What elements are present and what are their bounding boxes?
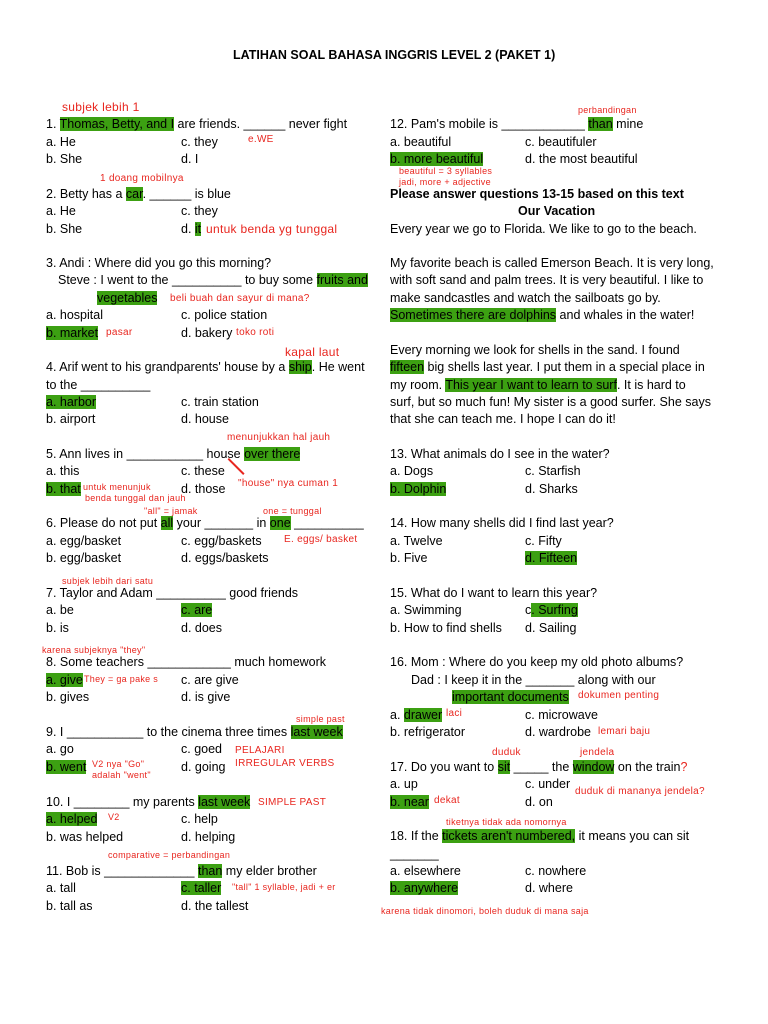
option-d: d. Sailing — [525, 621, 577, 635]
passage-line: fifteen big shells last year. I put them in a special place in — [390, 360, 705, 374]
option-a: a. He — [46, 135, 76, 149]
option-a: a. He — [46, 204, 76, 218]
passage-line: my room. This year I want to learn to surf. It is hard to — [390, 378, 686, 392]
annotation: "all" = jamak — [144, 506, 198, 516]
question-4: 4. Arif went to his grandparents' house by a ship. He went — [46, 360, 365, 374]
option-a: a. drawer — [390, 708, 443, 722]
option-c: c. Starfish — [525, 464, 581, 478]
option-d: d. bakery — [181, 326, 233, 340]
annotation: e.WE — [248, 134, 274, 145]
option-d: d. Fifteen — [525, 551, 578, 565]
question-18-line-2: _______ — [390, 847, 439, 861]
option-c: c. Surfing — [525, 603, 578, 617]
question-16: 16. Mom : Where do you keep my old photo albums? — [390, 655, 684, 669]
option-a: a. egg/basket — [46, 534, 122, 548]
annotation: jadi, more + adjective — [399, 177, 491, 187]
question-3-line-3: vegetables — [97, 291, 158, 305]
option-a: a. Dogs — [390, 464, 434, 478]
passage-instruction: Please answer questions 13-15 based on this text — [390, 187, 684, 201]
option-c: c. under — [525, 777, 571, 791]
option-c: c. train station — [181, 395, 259, 409]
annotation: V2 nya "Go" — [92, 759, 145, 769]
annotation: They = ga pake s — [84, 674, 159, 684]
option-c: c. Fifty — [525, 534, 562, 548]
option-c: c. police station — [181, 308, 268, 322]
option-b: b. was helped — [46, 830, 124, 844]
annotation: "tall" 1 syllable, jadi + er — [232, 882, 336, 892]
option-a: a. this — [46, 464, 80, 478]
question-7: 7. Taylor and Adam __________ good friends — [46, 586, 299, 600]
option-d: d. going — [181, 760, 226, 774]
question-16-line-2: Dad : I keep it in the _______ along with our — [411, 673, 656, 687]
option-a: a. tall — [46, 881, 76, 895]
passage-line: make sandcastles and watch the sailboats go by. — [390, 291, 661, 305]
option-b: b. near — [390, 795, 429, 809]
question-13: 13. What animals do I see in the water? — [390, 447, 610, 461]
passage-line: surf, but so much fun! My sister is a good surfer. She says — [390, 395, 711, 409]
option-b: b. Dolphin — [390, 482, 447, 496]
option-d: d. those — [181, 482, 226, 496]
annotation: menunjukkan hal jauh — [227, 432, 331, 443]
question-11: 11. Bob is _____________ than my elder brother — [46, 864, 317, 878]
option-a: a. be — [46, 603, 74, 617]
option-c: c. goed — [181, 742, 223, 756]
option-a: a. elsewhere — [390, 864, 461, 878]
option-b: b. market — [46, 326, 99, 340]
option-a: a. helped — [46, 812, 98, 826]
option-a: a. harbor — [46, 395, 97, 409]
option-d: d. house — [181, 412, 229, 426]
annotation: perbandingan — [578, 105, 637, 115]
question-9: 9. I ___________ to the cinema three times last week — [46, 725, 343, 739]
option-d: d. helping — [181, 830, 236, 844]
question-18: 18. If the tickets aren't numbered, it means you can sit — [390, 829, 690, 843]
annotation: subjek lebih 1 — [62, 100, 140, 114]
annotation: karena tidak dinomori, boleh duduk di mana saja — [381, 906, 589, 916]
annotation: duduk di mananya jendela? — [575, 786, 705, 797]
option-c: c. egg/baskets — [181, 534, 262, 548]
annotation: pasar — [106, 327, 133, 338]
option-c: c. are — [181, 603, 213, 617]
annotation: karena subjeknya "they" — [42, 645, 146, 655]
annotation: E. eggs/ basket — [284, 534, 358, 545]
option-b: b. egg/basket — [46, 551, 122, 565]
question-8: 8. Some teachers ____________ much homework — [46, 655, 327, 669]
annotation: laci — [446, 708, 463, 719]
option-d: d. the tallest — [181, 899, 249, 913]
option-b: b. is — [46, 621, 69, 635]
option-b: b. refrigerator — [390, 725, 466, 739]
question-2: 2. Betty has a car. ______ is blue — [46, 187, 231, 201]
option-c: c. they — [181, 204, 218, 218]
option-c: c. are give — [181, 673, 239, 687]
annotation: SIMPLE PAST — [258, 797, 327, 808]
option-d: d. the most beautiful — [525, 152, 638, 166]
annotation: lemari baju — [598, 726, 651, 737]
passage-paragraph-1: Every year we go to Florida. We like to go to the beach. — [390, 222, 697, 236]
annotation: benda tunggal dan jauh — [85, 493, 186, 503]
passage-heading: Our Vacation — [518, 204, 596, 218]
annotation: jendela — [580, 747, 615, 758]
annotation: 1 doang mobilnya — [100, 173, 184, 184]
annotation: adalah "went" — [92, 770, 151, 780]
option-c: c. microwave — [525, 708, 598, 722]
option-c: c. these — [181, 464, 225, 478]
option-c: c. taller — [181, 881, 222, 895]
option-c: c. nowhere — [525, 864, 587, 878]
question-3: 3. Andi : Where did you go this morning? — [46, 256, 272, 270]
annotation: beli buah dan sayur di mana? — [170, 293, 310, 304]
option-d: d. is give — [181, 690, 231, 704]
question-10: 10. I ________ my parents last week — [46, 795, 251, 809]
option-b: b. went — [46, 760, 87, 774]
option-b: b. Five — [390, 551, 428, 565]
question-17: 17. Do you want to sit _____ the window on the train? — [390, 760, 688, 774]
passage-line: My favorite beach is called Emerson Beach. It is very long, — [390, 256, 714, 270]
annotation: toko roti — [236, 327, 275, 338]
annotation: tiketnya tidak ada nomornya — [446, 817, 567, 827]
annotation: dokumen penting — [578, 690, 660, 701]
annotation: untuk menunjuk — [83, 482, 151, 492]
question-5: 5. Ann lives in ___________ house over there — [46, 447, 301, 461]
passage-line: that she can teach me. I hope I can do it! — [390, 412, 616, 426]
annotation: untuk benda yg tunggal — [206, 222, 338, 236]
option-b: b. How to find shells — [390, 621, 502, 635]
option-a: a. go — [46, 742, 74, 756]
passage-line: Every morning we look for shells in the sand. I found — [390, 343, 680, 357]
option-d: d. does — [181, 621, 223, 635]
question-4-line-2: to the __________ — [46, 378, 151, 392]
option-b: b. tall as — [46, 899, 93, 913]
option-a: a. give — [46, 673, 83, 687]
option-b: b. gives — [46, 690, 90, 704]
annotation: "house" nya cuman 1 — [238, 478, 339, 489]
question-1: 1. Thomas, Betty, and I are friends. ______ never fight — [46, 117, 348, 131]
annotation: PELAJARI — [235, 745, 285, 756]
option-a: a. up — [390, 777, 418, 791]
annotation: simple past — [296, 714, 345, 724]
page-title: LATIHAN SOAL BAHASA INGGRIS LEVEL 2 (PAKET 1) — [233, 48, 556, 62]
option-c: c. beautifuler — [525, 135, 597, 149]
annotation: subjek lebih dari satu — [62, 576, 154, 586]
option-b: b. She — [46, 152, 83, 166]
passage-line: with soft sand and palm trees. It is very beautiful. I like to — [390, 273, 704, 287]
question-6: 6. Please do not put all your _______ in one __________ — [46, 516, 364, 530]
annotation: V2 — [108, 812, 120, 822]
annotation: beautiful = 3 syllables — [399, 166, 493, 176]
option-c: c. help — [181, 812, 218, 826]
option-d: d. on — [525, 795, 553, 809]
question-14: 14. How many shells did I find last year? — [390, 516, 614, 530]
option-d: d. wardrobe — [525, 725, 592, 739]
option-a: a. Swimming — [390, 603, 462, 617]
option-d: d. where — [525, 881, 573, 895]
option-b: b. She — [46, 222, 83, 236]
option-b: b. that — [46, 482, 81, 496]
annotation: comparative = perbandingan — [108, 850, 231, 860]
passage-line: Sometimes there are dolphins and whales in the water! — [390, 308, 695, 322]
option-a: a. hospital — [46, 308, 103, 322]
annotation: IRREGULAR VERBS — [235, 758, 335, 769]
option-d: d. I — [181, 152, 199, 166]
question-15: 15. What do I want to learn this year? — [390, 586, 598, 600]
question-16-line-3: important documents — [452, 690, 569, 704]
option-b: b. airport — [46, 412, 96, 426]
option-c: c. they — [181, 135, 218, 149]
option-a: a. beautiful — [390, 135, 452, 149]
annotation: dekat — [434, 795, 460, 806]
option-d: d. Sharks — [525, 482, 578, 496]
annotation: kapal laut — [285, 345, 340, 359]
annotation: duduk — [492, 747, 521, 758]
option-b: b. more beautiful — [390, 152, 484, 166]
annotation: one = tunggal — [263, 506, 322, 516]
option-b: b. anywhere — [390, 881, 459, 895]
option-a: a. Twelve — [390, 534, 443, 548]
option-d: d. eggs/baskets — [181, 551, 269, 565]
question-3-line-2: Steve : I went to the __________ to buy some fruits and — [58, 273, 368, 287]
question-12: 12. Pam's mobile is ____________ than mine — [390, 117, 644, 131]
option-d: d. it — [181, 222, 202, 236]
